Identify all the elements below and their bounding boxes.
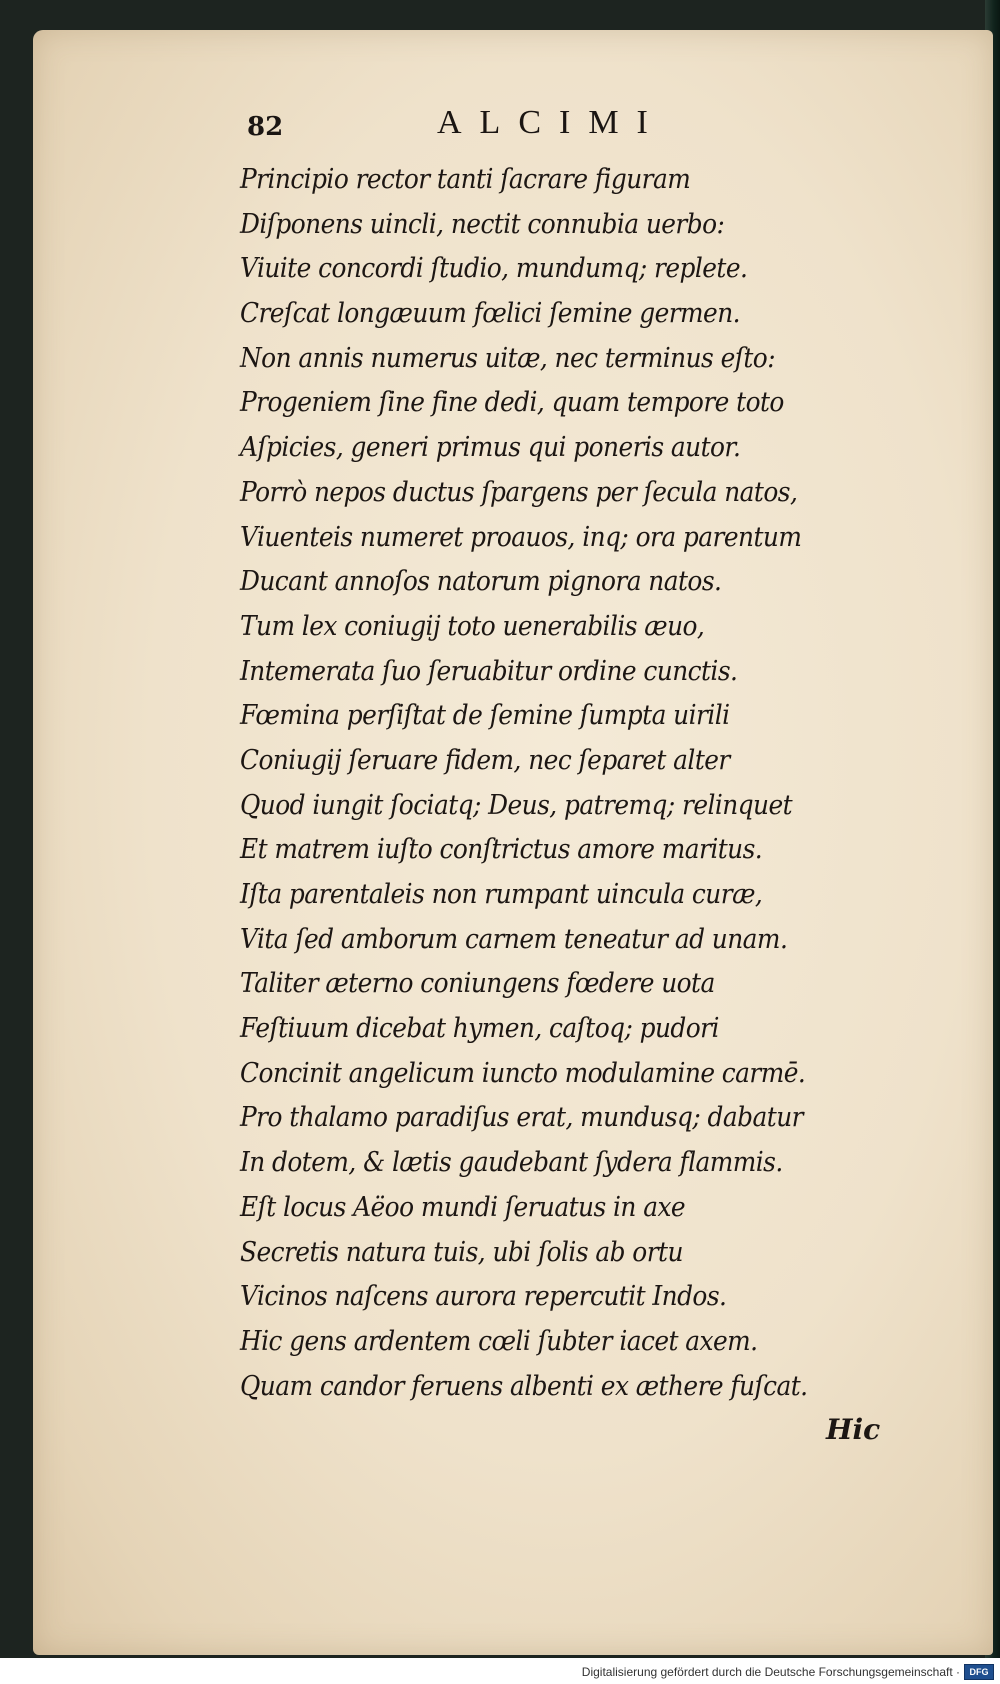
verse-line: Pro thalamo paradiſus erat, mundusq; dabatur (240, 1102, 803, 1134)
verse-line: Principio rector tanti ſacrare figuram (240, 164, 691, 195)
verse-line: Porrò nepos ductus ſpargens per ſecula natos, (240, 476, 798, 508)
verse-line: Diſponens uincli, nectit connubia uerbo: (240, 208, 725, 240)
verse-line: Progeniem ſine fine dedi, quam tempore toto (240, 387, 784, 419)
verse-line: Fœmina perſiſtat de ſemine ſumpta uirili (240, 700, 730, 732)
verse-block (240, 158, 880, 1409)
verse-line: Eſt locus Aëoo mundi ſeruatus in axe (240, 1191, 686, 1223)
verse-line: Coniugij ſeruare fidem, nec ſeparet alter (240, 744, 730, 776)
digitization-credit (582, 1664, 994, 1680)
verse-line: Quod iungit ſociatq; Deus, patremq; relinquet (240, 789, 793, 821)
verse-line: Viuenteis numeret proauos, inq; ora parentum (240, 521, 802, 553)
verse-line: Secretis natura tuis, ubi ſolis ab ortu (240, 1236, 683, 1268)
verse-line: Feſtiuum dicebat hymen, caſtoq; pudori (240, 1013, 719, 1045)
verse-line: Intemerata ſuo ſeruabitur ordine cunctis. (240, 655, 738, 687)
verse-line: Et matrem iuſto conſtrictus amore maritus. (240, 834, 763, 866)
running-head: ALCIMI (437, 104, 666, 141)
verse-line: Creſcat longæuum fœlici ſemine germen. (240, 298, 741, 330)
page-number: 82 (247, 112, 284, 142)
verse-line: In dotem, & lætis gaudebant ſydera flammis. (240, 1147, 783, 1179)
catchword: Hic (826, 1413, 881, 1446)
credit-text: Digitalisierung gefördert durch die Deutsche Forschungsgemeinschaft · (581, 1665, 960, 1679)
verse-line: Taliter æterno coniungens fœdere uota (240, 968, 715, 1000)
verse-line: Viuite concordi ſtudio, mundumq; replete. (240, 253, 748, 285)
verse-line: Non annis numerus uitæ, nec terminus eſto: (240, 342, 776, 374)
verse-line: Hic gens ardentem cœli ſubter iacet axem. (240, 1325, 758, 1357)
dfg-logo-icon: DFG (964, 1664, 994, 1680)
page-header (212, 104, 832, 148)
verse-line: Vicinos naſcens aurora repercutit Indos. (240, 1281, 727, 1313)
verse-line: Tum lex coniugij toto uenerabilis æuo, (240, 610, 705, 642)
verse-line: Quam candor feruens albenti ex æthere fuſcat. (240, 1370, 808, 1402)
verse-line: Vita ſed amborum carnem teneatur ad unam. (240, 923, 788, 955)
verse-line: Concinit angelicum iuncto modulamine carmē. (240, 1057, 806, 1089)
verse-line: Aſpicies, generi primus qui poneris autor. (240, 432, 741, 464)
verse-line: Ducant annoſos natorum pignora natos. (240, 566, 722, 598)
verse-line: Iſta parentaleis non rumpant uincula curæ, (240, 879, 763, 910)
